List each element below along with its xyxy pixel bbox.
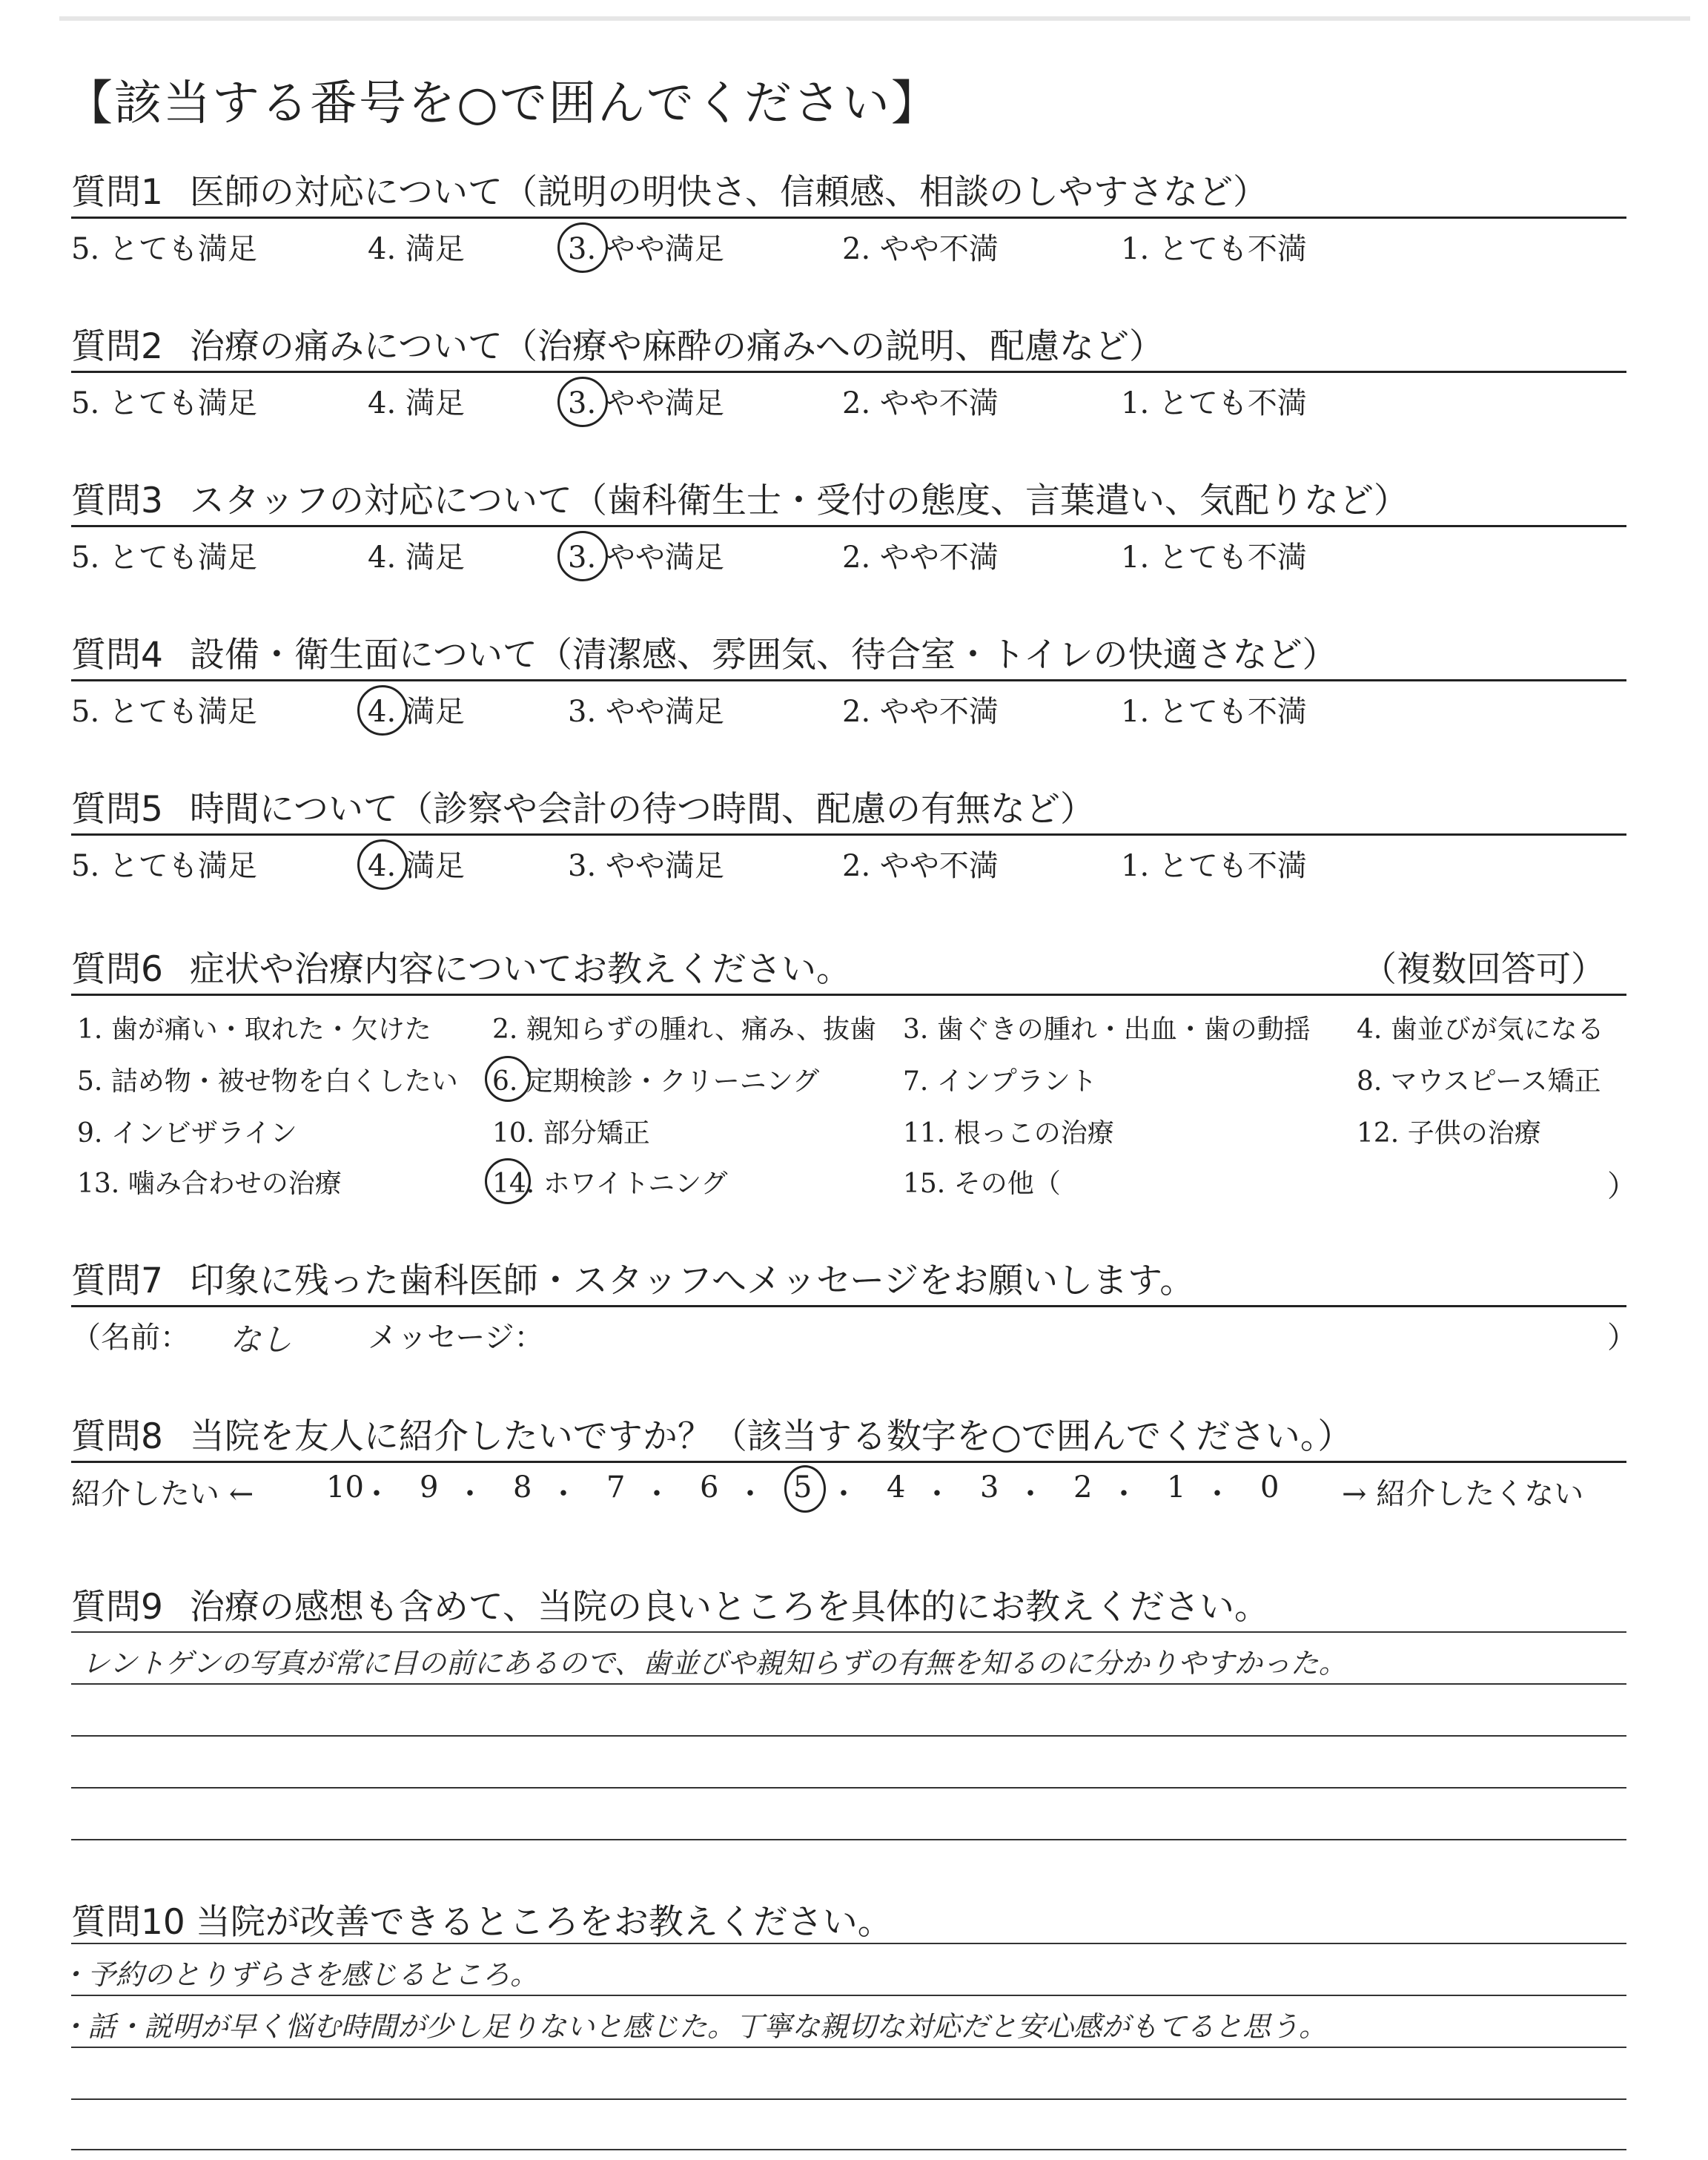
q2-option-2[interactable]: 2. やや不満	[842, 386, 999, 420]
q1-rule	[71, 217, 1626, 219]
q7-heading	[71, 1253, 1628, 1303]
q6-text: 症状や治療内容についてお教えください。	[189, 949, 851, 990]
q10-line-2	[71, 1995, 1626, 1996]
q10-heading	[71, 1895, 1628, 1944]
q1-number: 質問1	[71, 172, 163, 213]
top-border	[59, 16, 1690, 21]
q3-option-2[interactable]: 2. やや不満	[842, 541, 999, 575]
q6-option-10[interactable]: 10. 部分矯正	[492, 1118, 650, 1149]
q4-number: 質問4	[71, 635, 163, 676]
q8-separator: ・	[735, 1477, 765, 1511]
q5-heading	[71, 782, 1628, 831]
q7-message-label: メッセージ：	[368, 1321, 544, 1355]
q6-option-13[interactable]: 13. 噛み合わせの治療	[77, 1169, 342, 1199]
q1-option-1[interactable]: 1. とても不満	[1121, 232, 1307, 266]
q9-line-4	[71, 1787, 1626, 1789]
q8-scale-6[interactable]: 6	[700, 1470, 719, 1505]
q8-scale-9[interactable]: 9	[420, 1470, 439, 1505]
q1-option-2[interactable]: 2. やや不満	[842, 232, 999, 266]
q3-number: 質問3	[71, 480, 163, 521]
q3-option-4[interactable]: 4. 満足	[368, 541, 465, 575]
q7-name-label: （名前：	[71, 1321, 190, 1355]
q8-scale-7[interactable]: 7	[606, 1470, 626, 1505]
q8-separator: ・	[829, 1477, 858, 1511]
q6-option-11[interactable]: 11. 根っこの治療	[903, 1118, 1114, 1149]
q5-option-5[interactable]: 5. とても満足	[71, 849, 257, 883]
q8-separator: ・	[642, 1477, 672, 1511]
q1-text: 医師の対応について（説明の明快さ、信頼感、相談のしやすさなど）	[189, 172, 1268, 213]
q6-option-8[interactable]: 8. マウスピース矯正	[1357, 1066, 1601, 1097]
q9-number: 質問9	[71, 1587, 163, 1628]
q2-option-3[interactable]: 3. やや満足	[568, 386, 724, 420]
q2-text: 治療の痛みについて（治療や麻酔の痛みへの説明、配慮など）	[189, 326, 1165, 367]
q1-heading	[71, 165, 1628, 214]
form-header: 【該当する番号を○で囲んでください】	[65, 76, 940, 131]
q8-separator: ・	[455, 1477, 485, 1511]
q1-option-3[interactable]: 3. やや満足	[568, 232, 724, 266]
q9-text: 治療の感想も含めて、当院の良いところを具体的にお教えください。	[189, 1587, 1269, 1628]
q5-rule	[71, 833, 1626, 836]
q2-option-5[interactable]: 5. とても満足	[71, 386, 257, 420]
q10-answer-1[interactable]: ・予約のとりずらさを感じるところ。	[59, 1958, 539, 1991]
q6-number: 質問6	[71, 949, 163, 990]
q2-number: 質問2	[71, 326, 163, 367]
q8-left-label: 紹介したい ←	[71, 1477, 254, 1511]
q3-option-1[interactable]: 1. とても不満	[1121, 541, 1307, 575]
q8-separator: ・	[1109, 1477, 1139, 1511]
q3-heading	[71, 473, 1628, 523]
q9-line-2	[71, 1683, 1626, 1685]
q8-separator: ・	[362, 1477, 391, 1511]
q3-text: スタッフの対応について（歯科衛生士・受付の態度、言葉遣い、気配りなど）	[189, 480, 1409, 521]
q9-line-3	[71, 1735, 1626, 1737]
q8-scale-2[interactable]: 2	[1073, 1470, 1093, 1505]
q6-option-4[interactable]: 4. 歯並びが気になる	[1357, 1014, 1604, 1045]
q5-text: 時間について（診察や会計の待つ時間、配慮の有無など）	[189, 789, 1095, 830]
q8-separator: ・	[1202, 1477, 1232, 1511]
q9-line-1	[71, 1631, 1626, 1633]
q2-rule	[71, 371, 1626, 373]
q8-scale-1[interactable]: 1	[1167, 1470, 1186, 1505]
q5-option-3[interactable]: 3. やや満足	[568, 849, 724, 883]
q2-option-1[interactable]: 1. とても不満	[1121, 386, 1307, 420]
q4-option-5[interactable]: 5. とても満足	[71, 695, 257, 729]
q9-answer-1[interactable]: レントゲンの写真が常に目の前にあるので、歯並びや親知らずの有無を知るのに分かりやすかった。	[82, 1647, 1347, 1680]
q10-line-4	[71, 2098, 1626, 2100]
q4-heading	[71, 627, 1628, 677]
q8-scale-0[interactable]: 0	[1260, 1470, 1280, 1505]
q2-option-4[interactable]: 4. 満足	[368, 386, 465, 420]
q8-scale-8[interactable]: 8	[513, 1470, 532, 1505]
q3-rule	[71, 525, 1626, 527]
q5-option-4[interactable]: 4. 満足	[368, 849, 465, 883]
q6-option-14[interactable]: 14. ホワイトニング	[492, 1169, 728, 1199]
q8-rule	[71, 1461, 1626, 1463]
q4-option-1[interactable]: 1. とても不満	[1121, 695, 1307, 729]
q4-option-4[interactable]: 4. 満足	[368, 695, 465, 729]
q6-option-6[interactable]: 6. 定期検診・クリーニング	[492, 1066, 820, 1097]
q8-scale-5[interactable]: 5	[793, 1470, 812, 1505]
q2-heading	[71, 319, 1628, 369]
q6-option-9[interactable]: 9. インビザライン	[77, 1118, 297, 1149]
q9-heading	[71, 1579, 1628, 1629]
q6-option-15[interactable]: 15. その他（	[903, 1169, 1061, 1199]
q10-number: 質問10	[71, 1902, 185, 1943]
q7-rule	[71, 1305, 1626, 1307]
q1-option-4[interactable]: 4. 満足	[368, 232, 465, 266]
q6-note: （複数回答可）	[1362, 949, 1606, 990]
q4-option-3[interactable]: 3. やや満足	[568, 695, 724, 729]
q9-line-5	[71, 1839, 1626, 1840]
q1-option-5[interactable]: 5. とても満足	[71, 232, 257, 266]
q8-scale-3[interactable]: 3	[980, 1470, 999, 1505]
q4-text: 設備・衛生面について（清潔感、雰囲気、待合室・トイレの快適さなど）	[189, 635, 1337, 676]
q10-line-1	[71, 1943, 1626, 1944]
q10-line-3	[71, 2047, 1626, 2048]
q6-option-3[interactable]: 3. 歯ぐきの腫れ・出血・歯の動揺	[903, 1014, 1311, 1045]
q8-scale-10[interactable]: 10	[326, 1470, 364, 1505]
q8-text: 当院を友人に紹介したいですか？（該当する数字を○で囲んでください。）	[189, 1416, 1353, 1457]
q10-line-5	[71, 2149, 1626, 2150]
q8-number: 質問8	[71, 1416, 163, 1457]
q5-option-2[interactable]: 2. やや不満	[842, 849, 999, 883]
q7-number: 質問7	[71, 1261, 163, 1301]
q6-heading	[71, 942, 1628, 991]
q8-right-label: → 紹介したくない	[1342, 1477, 1584, 1511]
q4-option-2[interactable]: 2. やや不満	[842, 695, 999, 729]
q4-rule	[71, 679, 1626, 681]
q6-other-close: ）	[1607, 1169, 1637, 1203]
q3-option-3[interactable]: 3. やや満足	[568, 541, 724, 575]
q6-option-5[interactable]: 5. 詰め物・被せ物を白くしたい	[77, 1066, 458, 1097]
q7-name-value[interactable]: なし	[230, 1321, 293, 1358]
q5-option-1[interactable]: 1. とても不満	[1121, 849, 1307, 883]
q6-option-12[interactable]: 12. 子供の治療	[1357, 1118, 1541, 1149]
q6-option-1[interactable]: 1. 歯が痛い・取れた・欠けた	[77, 1014, 431, 1045]
q7-close: ）	[1607, 1321, 1637, 1355]
q7-text: 印象に残った歯科医師・スタッフへメッセージをお願いします。	[189, 1261, 1195, 1301]
q8-scale-4[interactable]: 4	[887, 1470, 906, 1505]
q8-heading	[71, 1409, 1628, 1459]
q10-answer-2[interactable]: ・話・説明が早く悩む時間が少し足りないと感じた。丁寧な親切な対応だと安心感がもてると思う。	[59, 2010, 1328, 2043]
q6-rule	[71, 994, 1626, 996]
q8-separator: ・	[922, 1477, 952, 1511]
q5-number: 質問5	[71, 789, 163, 830]
q6-option-2[interactable]: 2. 親知らずの腫れ、痛み、抜歯	[492, 1014, 877, 1045]
q8-separator: ・	[549, 1477, 578, 1511]
q6-option-7[interactable]: 7. インプラント	[903, 1066, 1097, 1097]
q10-text: 当院が改善できるところをお教えください。	[195, 1902, 893, 1943]
q3-option-5[interactable]: 5. とても満足	[71, 541, 257, 575]
q8-separator: ・	[1016, 1477, 1045, 1511]
